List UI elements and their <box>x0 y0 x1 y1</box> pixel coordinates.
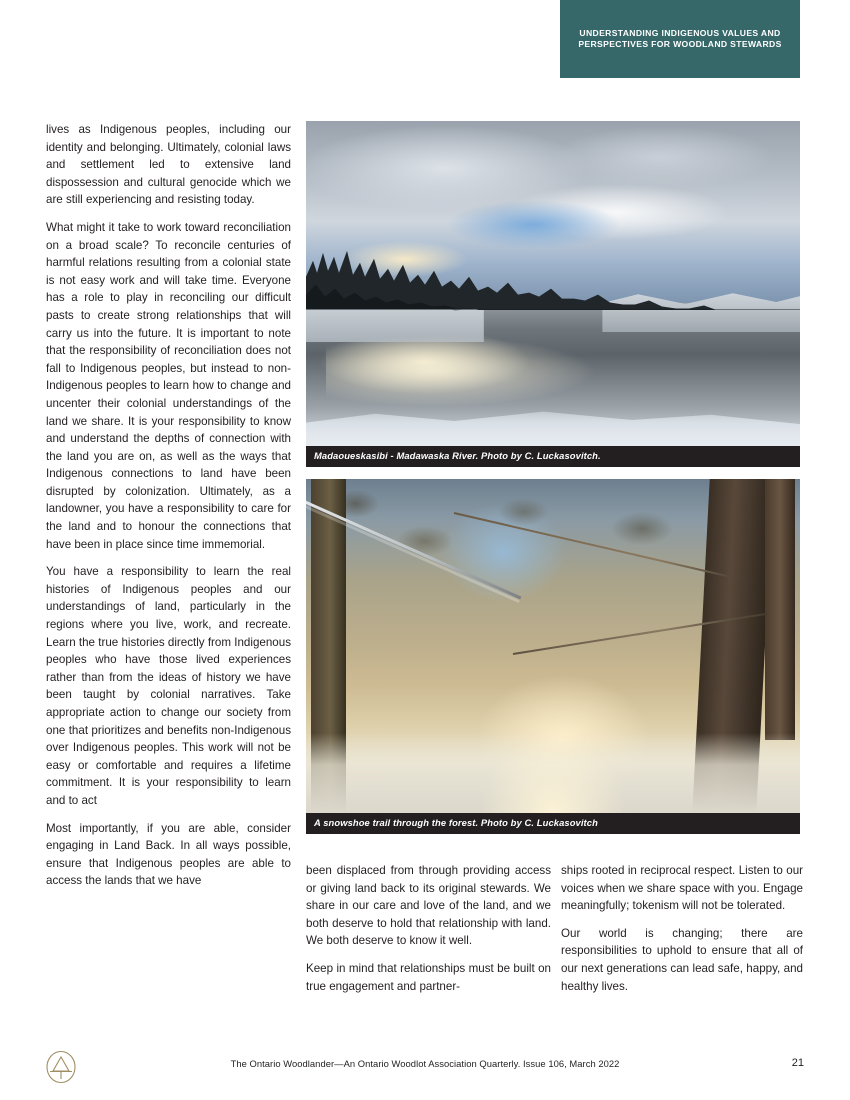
header-banner-title: UNDERSTANDING INDIGENOUS VALUES AND PERSPECTIVES FOR WOODLAND STEWARDS <box>578 27 782 49</box>
paragraph: Keep in mind that relationships must be built on true engagement and partner- <box>306 961 551 993</box>
paragraph: been displaced from through providing access or giving land back to its original stewards. We share in our care and love of the land, and we both deserve to hold that relationship with land. We both deserve to know it well. <box>306 864 551 948</box>
left-text-column <box>46 121 291 890</box>
paragraph: What might it take to work toward reconciliation on a broad scale? To reconcile centuries of harmful relations resulting from a colonial state is not easy work and will take time. Everyone has a role to play in reconciling our difficult pasts to create strong relationships that will carry us into the future. It is important to note that the responsibility of reconciliation does not fall to Indigenous peoples, but instead to non-Indigenous peoples to learn how to change and uncenter their colonial understandings of the land we share. It is your responsibility to know and understand the depths of connection with the land you are on, as well as the ways that Indigenous connections to land have been disrupted by colonization. Ultimately, as a landowner, you have a responsibility to care for the land and to honour the connections that have been in place since time immemorial. <box>46 220 291 551</box>
header-banner <box>560 0 800 78</box>
page-footer <box>0 1044 850 1100</box>
figure-caption: A snowshoe trail through the forest. Photo by C. Luckasovitch <box>306 813 800 834</box>
paragraph: lives as Indigenous peoples, including our identity and belonging. Ultimately, colonial laws and settlement led to extensive land dispossession and cultural genocide which we are still experiencing and resisting today. <box>46 123 291 207</box>
paragraph: Our world is changing; there are responsibilities to uphold to ensure that all of our next generations can lead safe, happy, and healthy lives. <box>561 926 803 993</box>
figure-caption: Madaoueskasibi - Madawaska River. Photo by C. Luckasovitch. <box>306 446 800 467</box>
right-text-column <box>561 862 803 995</box>
middle-text-column <box>306 862 551 995</box>
paragraph: You have a responsibility to learn the real histories of Indigenous peoples and our understandings of land, particularly in the regions where you live, work, and recreate. Learn the true histories directly from Indigenous peoples who have those lived experiences rather than from the ideas of history we have been taught by colonial narratives. Take appropriate action to change our society from one that prioritizes and benefits non-Indigenous over Indigenous peoples. This work will not be easy or comfortable and requires a lifetime commitment. It is your responsibility to learn and to act <box>46 565 291 807</box>
conifer-treeline-icon <box>306 225 800 310</box>
figure-snowshoe-trail <box>306 479 800 834</box>
sunlit-trail <box>484 740 622 813</box>
page-number: 21 <box>791 1057 804 1069</box>
water-sheen <box>326 336 598 408</box>
tree-trunk-right-secondary <box>765 479 795 740</box>
footer-publication-line: The Ontario Woodlander—An Ontario Woodlot Association Quarterly. Issue 106, March 2022 <box>230 1058 620 1069</box>
photo-snowshoe-trail <box>306 479 800 813</box>
photo-madawaska-river <box>306 121 800 446</box>
paragraph: ships rooted in reciprocal respect. Listen to our voices when we share space with you. Engage meaningfully; tokenism will not be tolerated. <box>561 864 803 913</box>
figure-madawaska-river <box>306 121 800 467</box>
paragraph: Most importantly, if you are able, consider engaging in Land Back. In all ways possible, ensure that Indigenous peoples are able to access the lands that we have <box>46 821 291 888</box>
